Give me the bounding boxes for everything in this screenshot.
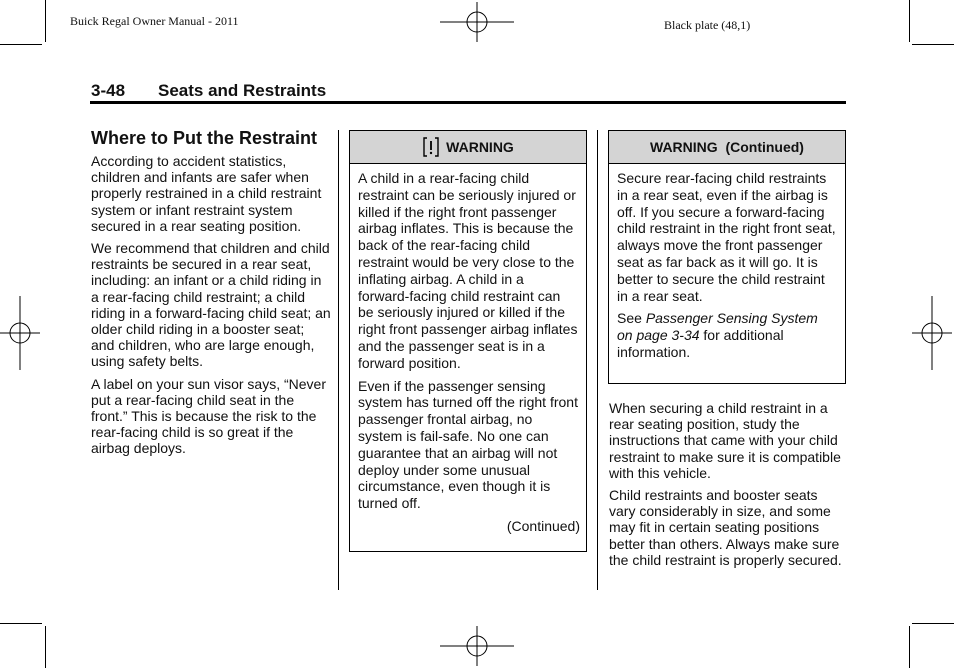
paragraph: When securing a child restraint in a rear seating position, study the instructions that came with your child restraint to make sure it is compatible with this vehicle. <box>609 400 841 481</box>
crop-mark-top-left-v <box>45 0 46 42</box>
warning-paragraph: A child in a rear-facing child restraint can be seriously injured or killed if the right front passenger airbag inflates. This is because the back of the rear-facing child restraint would be very close to the inflating airbag. A child in a forward-facing child restraint can be seriously injured or killed if the right front passenger airbag inflates and the passenger seat is in a forward position. <box>358 170 578 371</box>
paragraph: Child restraints and booster seats vary considerably in size, and some may fit in certain seating positions better than others. Always make sure the child restraint is properly secured. <box>609 487 842 568</box>
manual-title: Buick Regal Owner Manual - 2011 <box>70 14 239 28</box>
warning-title: WARNING <box>446 138 514 155</box>
see-suffix: for additional information. <box>617 327 784 360</box>
crop-mark-top-right-v <box>909 0 910 42</box>
warning-continued-body <box>609 164 845 361</box>
paragraph: According to accident statistics, children and infants are safer when properly restrained in a child restraint system or infant restraint system secured in a rear seating position. <box>91 153 322 234</box>
section-heading <box>91 81 326 101</box>
warning-continued-header <box>609 131 845 164</box>
registration-mark-right-icon <box>912 296 952 370</box>
section-rule <box>90 101 846 104</box>
column-divider-1 <box>338 130 339 590</box>
warning-paragraph: Even if the passenger sensing system has turned off the right front passenger frontal airbag, no system is fail-safe. No one can guarantee that an airbag will not deploy under some unusual circumstance, even though it is turned off. <box>358 377 578 512</box>
crop-mark-bottom-right-v <box>909 626 910 668</box>
crop-mark-bottom-right-h <box>912 623 954 624</box>
paragraph: A label on your sun visor says, “Never put a rear-facing child seat in the front.” This is because the risk to the rear-facing child is so great if the airbag deploys. <box>91 375 326 457</box>
crop-mark-bottom-left-v <box>45 626 46 668</box>
registration-mark-left-icon <box>0 296 40 370</box>
warning-box <box>349 130 587 552</box>
crop-mark-top-left-h <box>0 44 42 45</box>
registration-mark-bottom-icon <box>440 626 514 666</box>
warning-continued-box <box>608 130 846 384</box>
subsection-heading: Where to Put the Restraint <box>91 128 318 148</box>
warning-continued-title: WARNING (Continued) <box>650 138 804 155</box>
paragraph: We recommend that children and child restraints be secured in a rear seat, including: an infant or a child riding in a rear-facing child restraint; a child riding in a forward-facing child seat; an older child riding in a booster seat; and children, who are large enough, using safety belts. <box>91 240 331 370</box>
crop-mark-bottom-left-h <box>0 623 42 624</box>
plate-label: Black plate (48,1) <box>664 18 751 32</box>
column-divider-2 <box>597 130 598 590</box>
registration-mark-top-icon <box>440 2 514 42</box>
see-reference <box>617 310 837 360</box>
left-column <box>91 128 331 463</box>
page-number: 3-48 <box>91 81 126 100</box>
warning-body <box>350 164 586 535</box>
right-column <box>609 400 847 574</box>
crop-mark-top-right-h <box>912 44 954 45</box>
continued-label: (Continued) <box>506 517 580 534</box>
see-prefix: See <box>617 310 646 327</box>
cross-reference-link[interactable]: Passenger Sensing System on page 3-34 <box>617 310 818 344</box>
warning-bracket-icon <box>422 137 440 157</box>
section-title: Seats and Restraints <box>158 81 327 100</box>
warning-paragraph: Secure rear-facing child restraints in a rear seat, even if the airbag is off. If you secure a forward-facing child restraint in the right front seat, always move the front passenger seat as far back as it will go. It is better to secure the child restraint in a rear seat. <box>617 170 836 304</box>
warning-header <box>350 131 586 164</box>
